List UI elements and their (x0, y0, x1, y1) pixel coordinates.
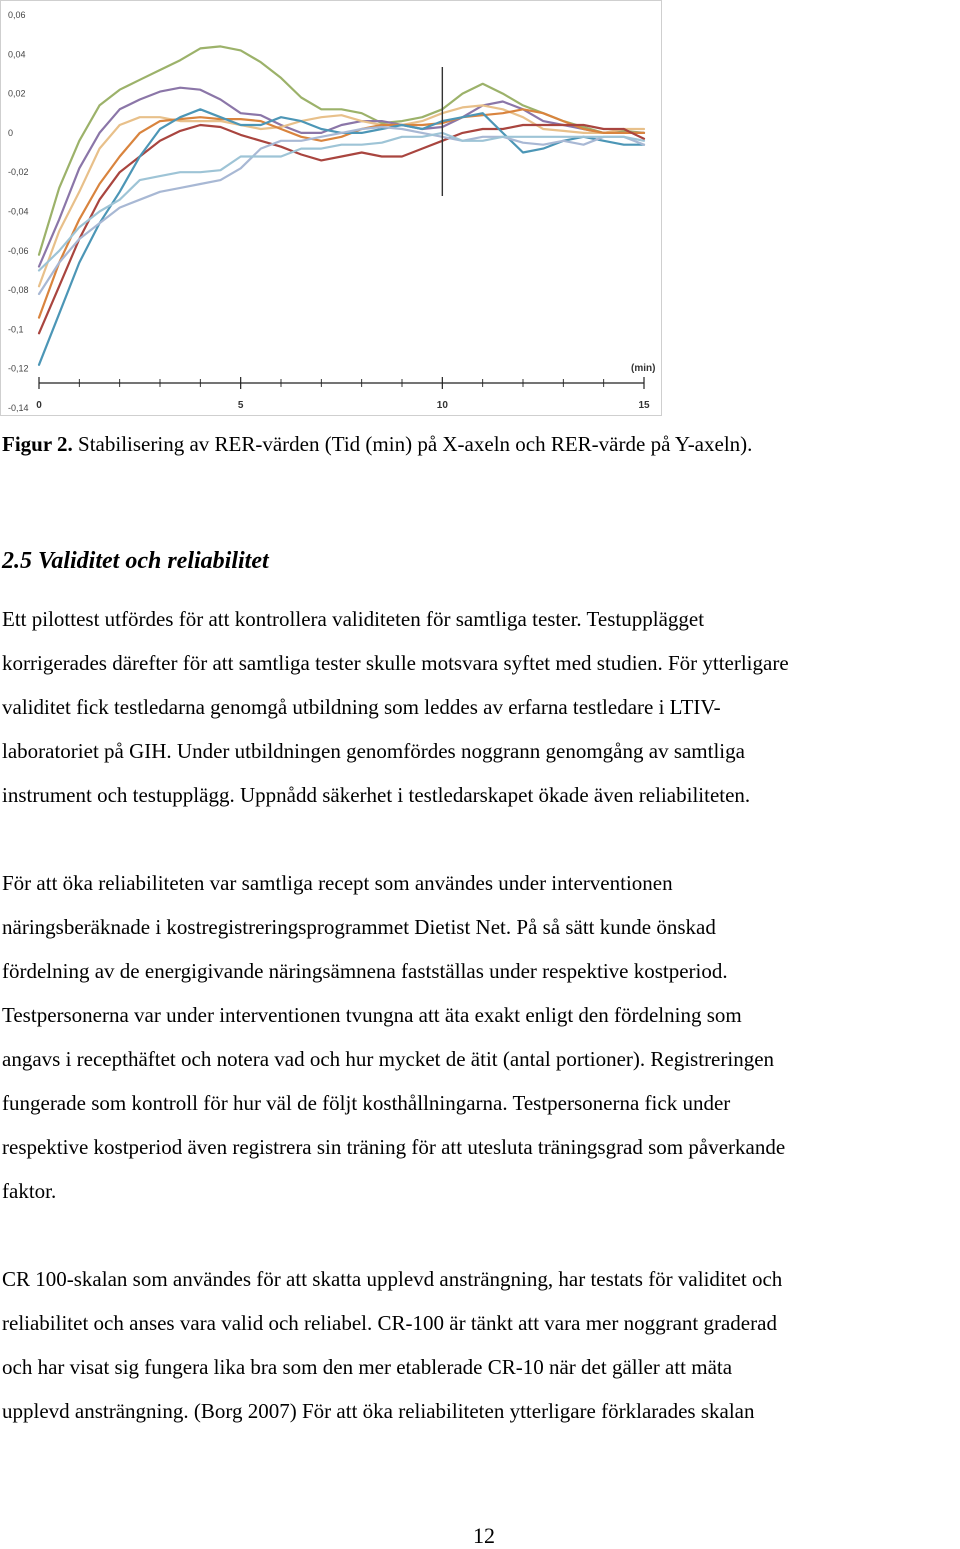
page-number: 12 (473, 1523, 495, 1548)
text-line: upplevd ansträngning. (Borg 2007) För att öka reliabiliteten ytterligare förklarades skalan (2, 1399, 755, 1423)
rer-stabilization-chart (0, 0, 662, 416)
x-tick-label: 0 (36, 400, 42, 411)
text-line: CR 100-skalan som användes för att skatta upplevd ansträngning, har testats för validitet och (2, 1267, 783, 1291)
text-line: angavs i recepthäftet och notera vad och hur mycket de ätit (antal portioner). Registreringen (2, 1047, 775, 1071)
section-heading: 2.5 Validitet och reliabilitet (2, 548, 269, 574)
y-tick-label: 0,02 (8, 88, 26, 99)
y-tick-label: -0,04 (8, 206, 29, 217)
series-line (39, 133, 644, 271)
paragraph-reliability (2, 861, 958, 1213)
text-line: korrigerades därefter för att samtliga tester skulle motsvara syftet med studien. För ytterligare (2, 651, 789, 675)
y-tick-label: -0,08 (8, 285, 29, 296)
series-line (39, 125, 644, 333)
y-axis-tick-labels (8, 10, 29, 413)
text-line: fungerade som kontroll för hur väl de följt kosthållningarna. Testpersonerna fick under (2, 1091, 731, 1115)
y-tick-label: 0 (8, 127, 14, 138)
series-line (39, 127, 644, 294)
text-line: fördelning av de energigivande näringsämnena fastställas under respektive kostperiod. (2, 959, 728, 983)
paragraph-cr100 (2, 1257, 958, 1433)
x-unit-label: (min) (631, 363, 656, 374)
text-line: faktor. (2, 1179, 57, 1203)
caption-label: Figur 2. (2, 432, 73, 456)
text-line: validitet fick testledarna genomgå utbildning som leddes av erfarna testledare i LTIV- (2, 695, 721, 719)
text-line: respektive kostperiod även registrera sin träning för att utesluta träningsgrad som påverkande (2, 1135, 786, 1159)
series-line (39, 46, 644, 254)
y-tick-label: 0,06 (8, 10, 26, 20)
y-tick-label: -0,12 (8, 363, 29, 374)
figure-caption (2, 432, 752, 457)
y-tick-label: -0,1 (8, 324, 24, 335)
caption-text: Stabilisering av RER-värden (Tid (min) på X-axeln och RER-värde på Y-axeln). (72, 432, 753, 456)
x-tick-label: 10 (436, 400, 448, 411)
series-line (39, 109, 644, 317)
y-tick-label: -0,06 (8, 245, 29, 256)
x-tick-label: 15 (638, 400, 650, 411)
x-tick-label: 5 (237, 400, 244, 411)
y-tick-label: -0,02 (8, 167, 29, 178)
text-line: och har visat sig fungera lika bra som den mer etablerade CR-10 när det gäller att mäta (2, 1355, 733, 1379)
y-tick-label: -0,14 (8, 403, 29, 413)
text-line: För att öka reliabiliteten var samtliga recept som användes under interventionen (2, 871, 673, 895)
series-lines (39, 46, 644, 364)
chart-canvas (1, 1, 663, 417)
paragraph-validity (2, 597, 958, 817)
text-line: reliabilitet och anses vara valid och reliabel. CR-100 är tänkt att vara mer noggrant graderad (2, 1311, 777, 1335)
text-line: Testpersonerna var under interventionen tvungna att äta exakt enligt den fördelning som (2, 1003, 742, 1027)
text-line: laboratoriet på GIH. Under utbildningen genomfördes noggrann genomgång av samtliga (2, 739, 745, 763)
y-tick-label: 0,04 (8, 49, 26, 60)
x-axis (36, 377, 650, 411)
text-line: Ett pilottest utfördes för att kontrollera validiteten för samtliga tester. Testupplägget (2, 607, 705, 631)
series-line (39, 109, 644, 364)
text-line: instrument och testupplägg. Uppnådd säkerhet i testledarskapet ökade även reliabiliteten. (2, 783, 751, 807)
text-line: näringsberäknade i kostregistreringsprogrammet Dietist Net. På så sätt kunde önskad (2, 915, 716, 939)
